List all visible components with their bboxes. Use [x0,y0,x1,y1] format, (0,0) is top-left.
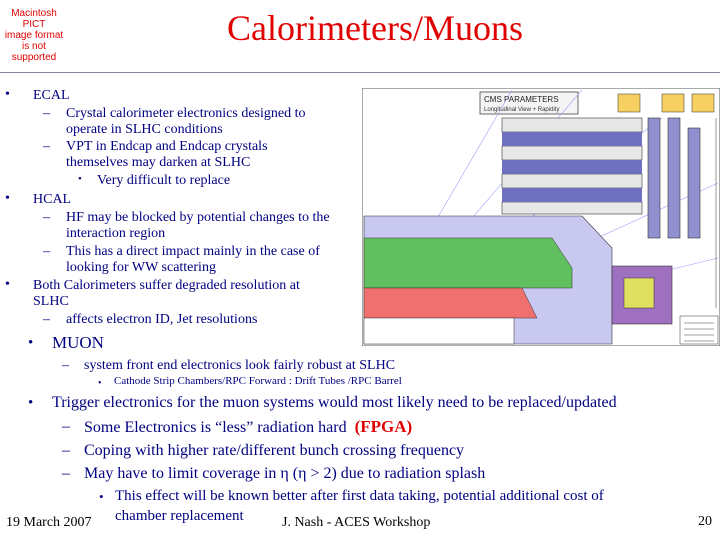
footer-author: J. Nash - ACES Workshop [282,515,431,530]
diagram-subcaption: Longitudinal View + Rapidity [484,107,560,113]
hcal-item-2a: This has a direct impact mainly in the case of [66,244,320,259]
ecal-sub-1: Very difficult to replace [97,173,231,188]
bullet-icon: • [5,277,10,292]
trigger-item-1-text: Some Electronics is “less” radiation hard [84,419,347,436]
ecal-item-2b: themselves may darken at SLHC [66,155,251,170]
trigger-item-2: Coping with higher rate/different bunch crossing frequency [84,442,465,459]
trigger-sub-1a: This effect will be known better after first data taking, potential additional cost of [115,488,604,504]
dash-icon: – [43,244,50,259]
trigger-item-3: May have to limit coverage in η (η > 2) due to radiation splash [84,465,486,482]
bullet-icon: • [5,191,10,206]
ecal-item-2a: VPT in Endcap and Endcap crystals [66,139,268,154]
bullet-icon: • [98,378,102,389]
placeholder-line-2: image format [4,30,64,41]
ecal-heading: ECAL [33,88,70,103]
dash-icon: – [62,465,70,482]
dash-icon: – [43,139,50,154]
muon-heading: MUON [52,333,104,352]
ecal-item-1b: operate in SLHC conditions [66,122,223,137]
hcal-item-1b: interaction region [66,226,166,241]
placeholder-line-1: Macintosh PICT [11,8,57,30]
hcal-item-2b: looking for WW scattering [66,260,216,275]
title-divider [0,72,720,73]
dash-icon: – [43,106,50,121]
trigger-heading: Trigger electronics for the muon systems would most likely need to be replaced/updated [52,394,617,411]
cms-quarter-view-diagram [362,88,720,346]
dash-icon: – [43,312,50,327]
both-line-1: Both Calorimeters suffer degraded resolution at [33,278,300,293]
dash-icon: – [62,442,70,459]
trigger-item-1 [84,417,412,438]
page-number: 20 [698,514,712,529]
bullet-icon: • [28,395,34,411]
both-item-1: affects electron ID, Jet resolutions [66,312,258,327]
bullet-icon: • [28,335,34,351]
trigger-sub-1b: chamber replacement [115,508,244,524]
both-line-2: SLHC [33,294,69,309]
dash-icon: – [62,418,70,435]
hcal-heading: HCAL [33,192,72,207]
bullet-icon: • [5,87,10,102]
placeholder-line-3: is not supported [11,41,57,63]
slide-title: Calorimeters/Muons [227,8,523,48]
dash-icon: – [62,358,69,373]
fpga-emphasis: (FPGA) [354,417,413,436]
hcal-item-1a: HF may be blocked by potential changes to the [66,210,330,225]
ecal-item-1a: Crystal calorimeter electronics designed to [66,106,306,121]
bullet-icon: • [99,489,104,504]
bullet-icon: • [78,173,82,185]
muon-sub-1: Cathode Strip Chambers/RPC Forward : Drift Tubes /RPC Barrel [114,375,402,387]
dash-icon: – [43,210,50,225]
muon-item-1: system front end electronics look fairly robust at SLHC [84,358,396,373]
footer-date: 19 March 2007 [6,515,92,530]
diagram-caption: CMS PARAMETERS [484,95,559,104]
